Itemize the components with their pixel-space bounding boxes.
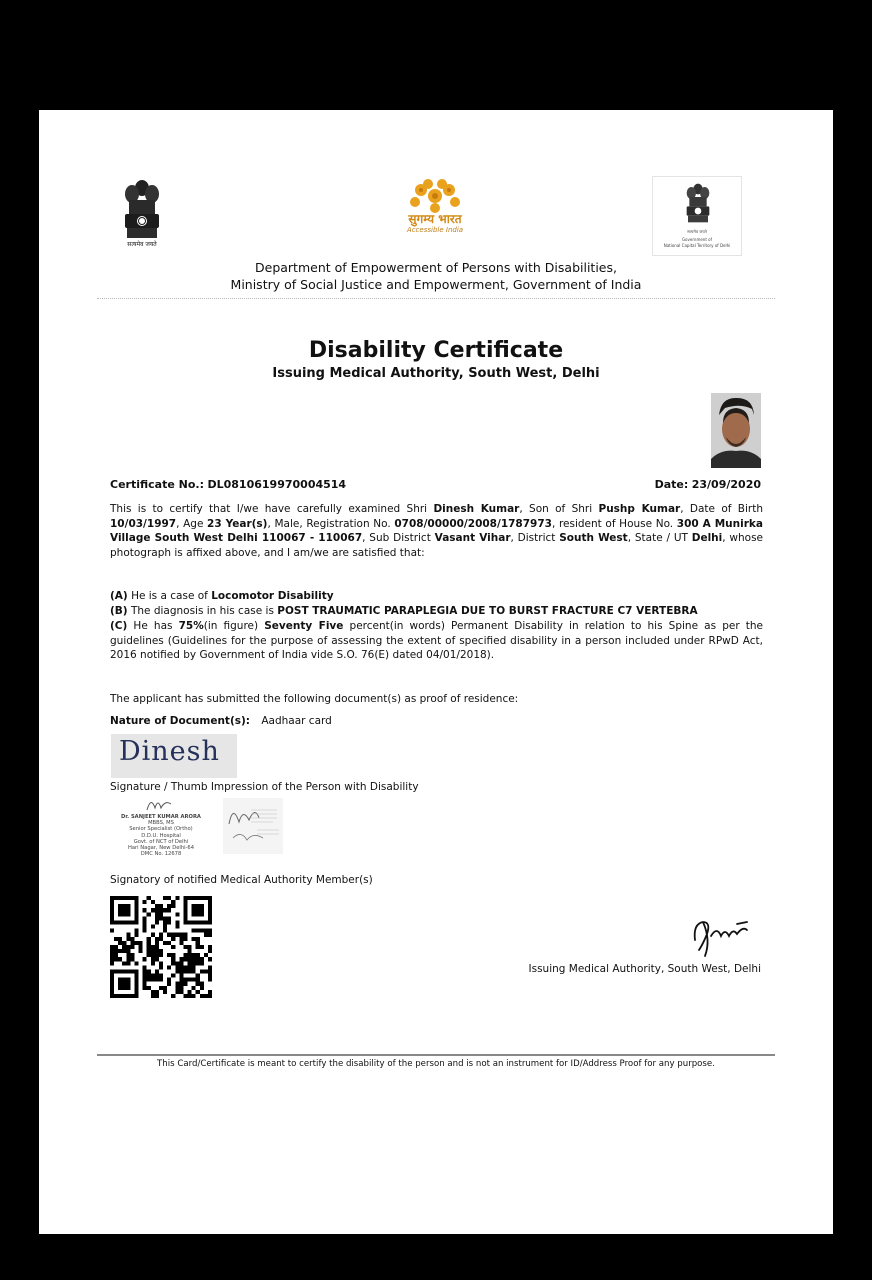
disability-type: Locomotor Disability [211,590,334,602]
text: (in figure) [203,620,265,632]
finding-a-label: (A) [110,590,128,602]
applicant-name: Dinesh Kumar [433,503,520,515]
certificate-number-label: Certificate No.: [110,478,204,491]
residence-statement: The applicant has submitted the following document(s) as proof of residence: [110,693,519,705]
stamp-line: D.D.U. Hospital [141,832,181,839]
certificate-subtitle: Issuing Medical Authority, South West, Delhi [272,366,600,381]
text: , District [510,532,560,545]
lion-capital-icon [682,181,714,229]
footer-disclaimer: This Card/Certificate is meant to certify the disability of the person and is not an instrument for ID/Address Proof for any purpose. [157,1059,715,1069]
accessible-india-english: Accessible India [406,226,464,234]
registration-number: 0708/00000/2008/1787973 [394,517,552,530]
text: , whose photograph is affixed above, and I am/we are satisfied that: [110,532,763,559]
age: 23 Year(s) [207,517,268,530]
text: , resident of House No. [551,517,677,530]
finding-c-label: (C) [110,620,128,632]
date-of-birth: 10/03/1997 [110,517,177,530]
text: The diagnosis in his case is [127,605,278,617]
father-name: Pushp Kumar [598,503,681,515]
lion-capital-icon [119,176,165,248]
delhi-logo-line3: National Capital Territory of Delhi [663,243,731,248]
doctor-signature-icon [145,794,173,816]
document-label: Nature of Document(s): [110,715,250,727]
footer-divider [97,1054,775,1056]
accessible-india-logo [395,176,475,242]
accessible-india-hindi: सुगम्य भारत [408,212,462,226]
signature-text: Dinesh [119,736,220,767]
address: 300 A Munirka Village South West Delhi 110067 - 110067 [110,517,763,545]
document-value: Aadhaar card [261,715,332,727]
text: He has [127,620,179,632]
district: South West [559,532,628,545]
medical-authority-stamps [111,794,291,866]
text: This is to certify that I/we have carefully examined Shri [110,503,434,515]
state: Delhi [691,532,723,545]
stamp-line: DMC No. 12678 [140,851,182,858]
residence-document-row [110,714,332,729]
stamp-line: Senior Specialist (Ortho) [129,826,193,833]
certificate-sheet [39,110,833,1234]
certificate-number: DL0810619970004514 [207,478,347,491]
finding-b-label: (B) [110,605,128,617]
signature-caption: Signature / Thumb Impression of the Person with Disability [110,781,419,793]
stamp-line: Govt. of NCT of Delhi [133,838,189,845]
certificate-date-label: Date: [654,478,689,491]
doctor-stamp [111,814,211,857]
applicant-signature [111,734,237,778]
text: He is a case of [127,590,212,602]
certificate-title: Disability Certificate [308,338,564,363]
finding-b [110,604,763,619]
text: , Age [176,517,208,530]
issuing-authority-signature-icon [689,910,753,960]
qr-code[interactable] [110,896,212,998]
diagnosis: POST TRAUMATIC PARAPLEGIA DUE TO BURST FRACTURE C7 VERTEBRA [277,605,698,617]
finding-c [110,619,763,663]
certification-paragraph [110,502,763,560]
disability-percent-words: Seventy Five [264,620,344,632]
finding-a [110,589,763,604]
applicant-photo [711,393,761,468]
certificate-date-row [599,478,761,493]
department-line2: Ministry of Social Justice and Empowerment, Government of India [230,277,642,292]
text: , Date of Birth [680,503,763,515]
text: , State / UT [627,532,692,545]
delhi-government-logo [652,176,742,256]
member-signature-icon [223,798,283,854]
text: percent(in words) Permanent Disability in relation to his Spine as per the guidelines (Guidelines for the purpose of assessing the extent of specified disability in a person included under RPwD Act, 2016 notified by Government of India vide S.O. 76(E) dated 04/01/2018). [110,620,763,662]
emblem-caption: सत्यमेव जयते [127,241,157,248]
text: , Sub District [362,532,435,545]
stamp-line: Dr. SANJEET KUMAR ARORA [121,814,201,820]
text: , Male, Registration No. [267,517,395,530]
national-emblem-logo [119,176,165,252]
person-photo-icon [711,393,761,468]
authority-members-caption: Signatory of notified Medical Authority Member(s) [110,874,373,886]
delhi-logo-line1: सत्यमेव जयते [687,229,707,234]
issuing-authority-caption: Issuing Medical Authority, South West, Delhi [528,963,761,975]
delhi-logo-line2: Government of [681,237,713,242]
stamp-line: Hari Nagar, New Delhi-64 [127,845,195,852]
certificate-date: 23/09/2020 [691,478,761,491]
department-line1: Department of Empowerment of Persons with Disabilities, [255,260,617,275]
disability-percent: 75% [178,620,204,632]
header-divider [97,298,775,299]
certificate-number-row [110,478,346,493]
sub-district: Vasant Vihar [434,532,511,545]
text: , Son of Shri [519,503,599,515]
stamp-line: MBBS, MS [148,820,174,827]
